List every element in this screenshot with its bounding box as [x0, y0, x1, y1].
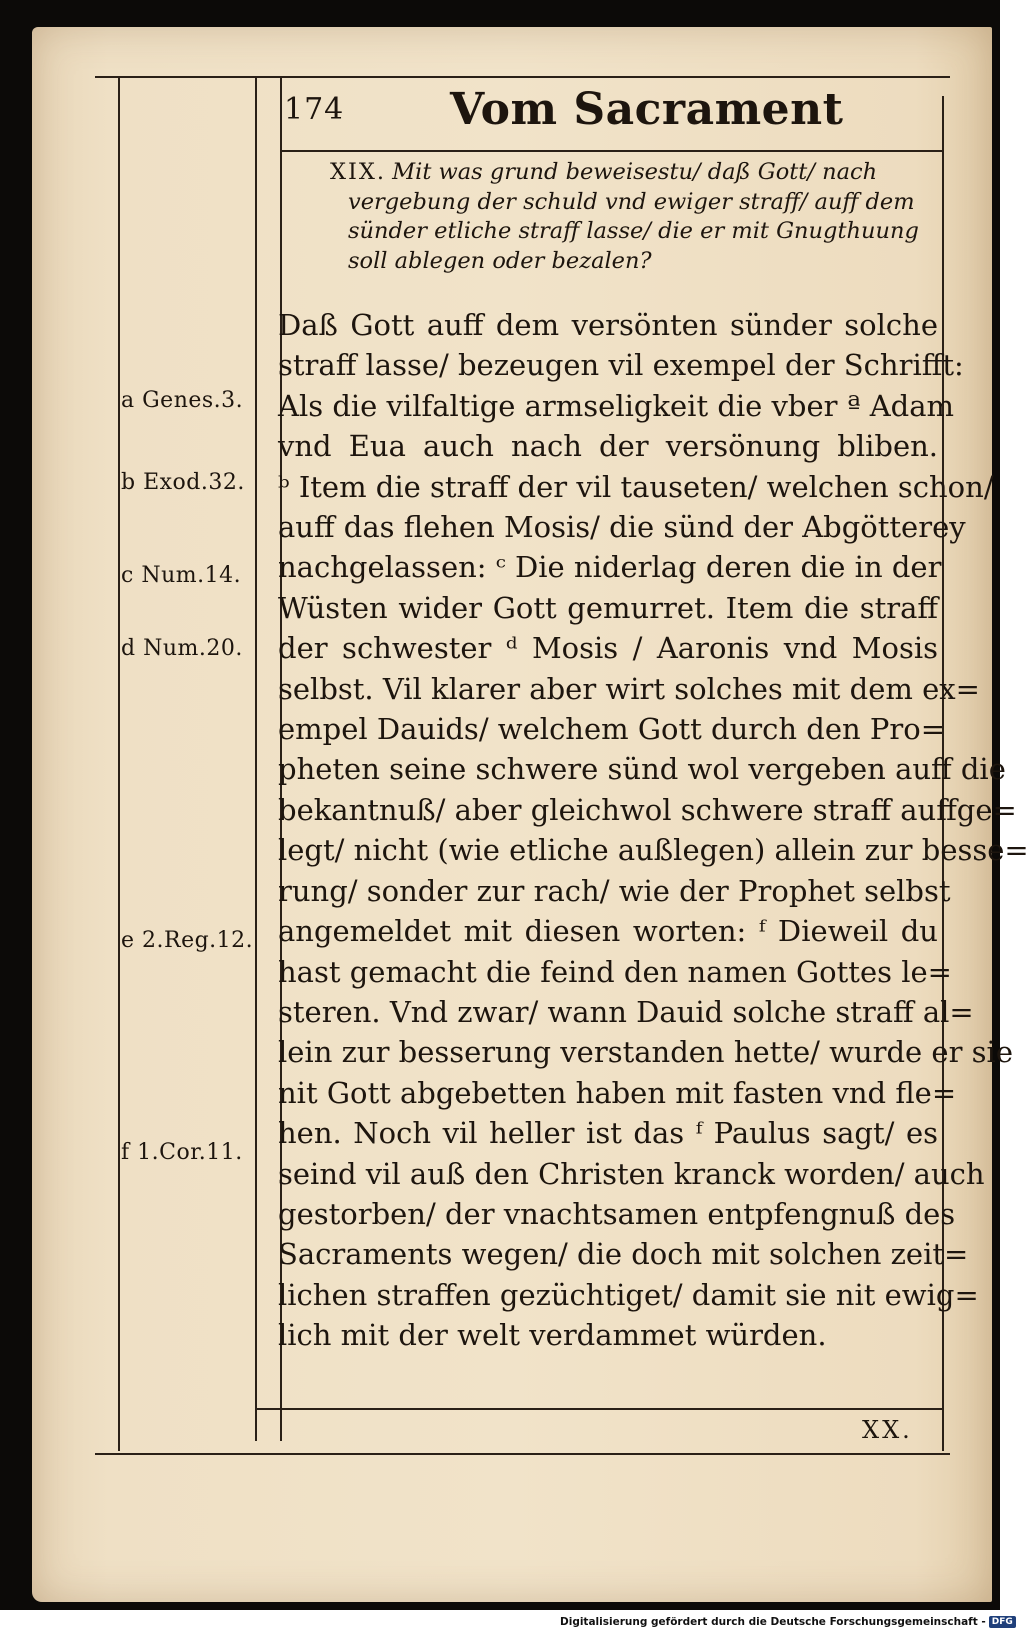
running-head: Vom Sacrament [450, 84, 844, 135]
body-line: legt/ nicht (wie etliche außlegen) allein zur besse= [278, 833, 1029, 868]
body-line: steren. Vnd zwar/ wann Dauid solche straff al= [278, 994, 974, 1029]
catchword: XX. [862, 1416, 913, 1444]
body-line: lichen straffen gezüchtiget/ damit sie nit ewig= [278, 1277, 979, 1312]
body-line: Wüsten wider Gott gemurret. Item die straff [278, 590, 938, 625]
body-line: angemeldet mit diesen worten: ᶠ Dieweil du [278, 914, 938, 949]
margin-note-genesis: a Genes.3. [121, 388, 244, 413]
margin-note-numbers-14: c Num.14. [121, 563, 242, 588]
body-line: der schwester ᵈ Mosis / Aaronis vnd Mosis [278, 631, 938, 666]
footer-rule [255, 1408, 942, 1410]
answer-body [278, 305, 1029, 1356]
body-line: vnd Eua auch nach der versönung bliben. [278, 429, 938, 464]
dfg-logo-icon: DFG [989, 1616, 1016, 1628]
body-line: selbst. Vil klarer aber wirt solches mit dem ex= [278, 671, 980, 706]
body-line: nachgelassen: ᶜ Die niderlag deren die in der [278, 550, 942, 585]
body-line: ᵇ Item die straff der vil tauseten/ welchen schon/ [278, 469, 994, 504]
body-line: Sacraments wegen/ die doch mit solchen zeit= [278, 1237, 969, 1272]
body-line: rung/ sonder zur rach/ wie der Prophet selbst [278, 873, 951, 908]
question-number: XIX. [330, 159, 387, 185]
body-line: seind vil auß den Christen kranck worden/ auch [278, 1156, 985, 1191]
body-line: gestorben/ der vnachtsamen entpfengnuß des [278, 1196, 956, 1231]
body-line: hen. Noch vil heller ist das ᶠ Paulus sagt/ es [278, 1116, 938, 1151]
margin-note-corinthians: f 1.Cor.11. [121, 1140, 243, 1165]
body-line: pheten seine schwere sünd wol vergeben auff die [278, 752, 1006, 787]
margin-note-numbers-20: d Num.20. [121, 636, 243, 661]
question-heading [330, 158, 948, 276]
body-line: bekantnuß/ aber gleichwol schwere straff auffge= [278, 792, 1017, 827]
margin-note-exodus: b Exod.32. [121, 470, 245, 495]
body-line: straff lasse/ bezeugen vil exempel der Schrifft: [278, 348, 964, 383]
margin-note-kings: e 2.Reg.12. [121, 928, 254, 953]
header-rule [280, 150, 942, 152]
body-line: nit Gott abgebetten haben mit fasten vnd fle= [278, 1075, 957, 1110]
page-frame-left-rule [118, 76, 120, 1451]
body-line: lein zur besserung verstanden hette/ wurde er sie [278, 1035, 1013, 1070]
digitization-credit [560, 1616, 1013, 1628]
body-line: Als die vilfaltige armseligkeit die vber ª Adam [278, 388, 955, 423]
credit-text: Digitalisierung gefördert durch die Deutsche Forschungsgemeinschaft - [560, 1616, 986, 1628]
body-line: lich mit der welt verdammet würden. [278, 1318, 827, 1353]
body-line: hast gemacht die feind den namen Gottes le= [278, 954, 952, 989]
body-line: auff das flehen Mosis/ die sünd der Abgötterey [278, 510, 966, 545]
page-number: 174 [284, 92, 345, 127]
margin-column-rule [255, 76, 257, 1441]
body-line: Daß Gott auff dem versönten sünder solche [278, 308, 938, 342]
question-text: Mit was grund beweisestu/ daß Gott/ nach vergebung der schuld vnd ewiger straff/ auff dem sünder etliche straff lasse/ die er mit Gnugthuung soll ablegen oder bezalen? [348, 159, 919, 274]
body-line: empel Dauids/ welchem Gott durch den Pro= [278, 712, 946, 747]
